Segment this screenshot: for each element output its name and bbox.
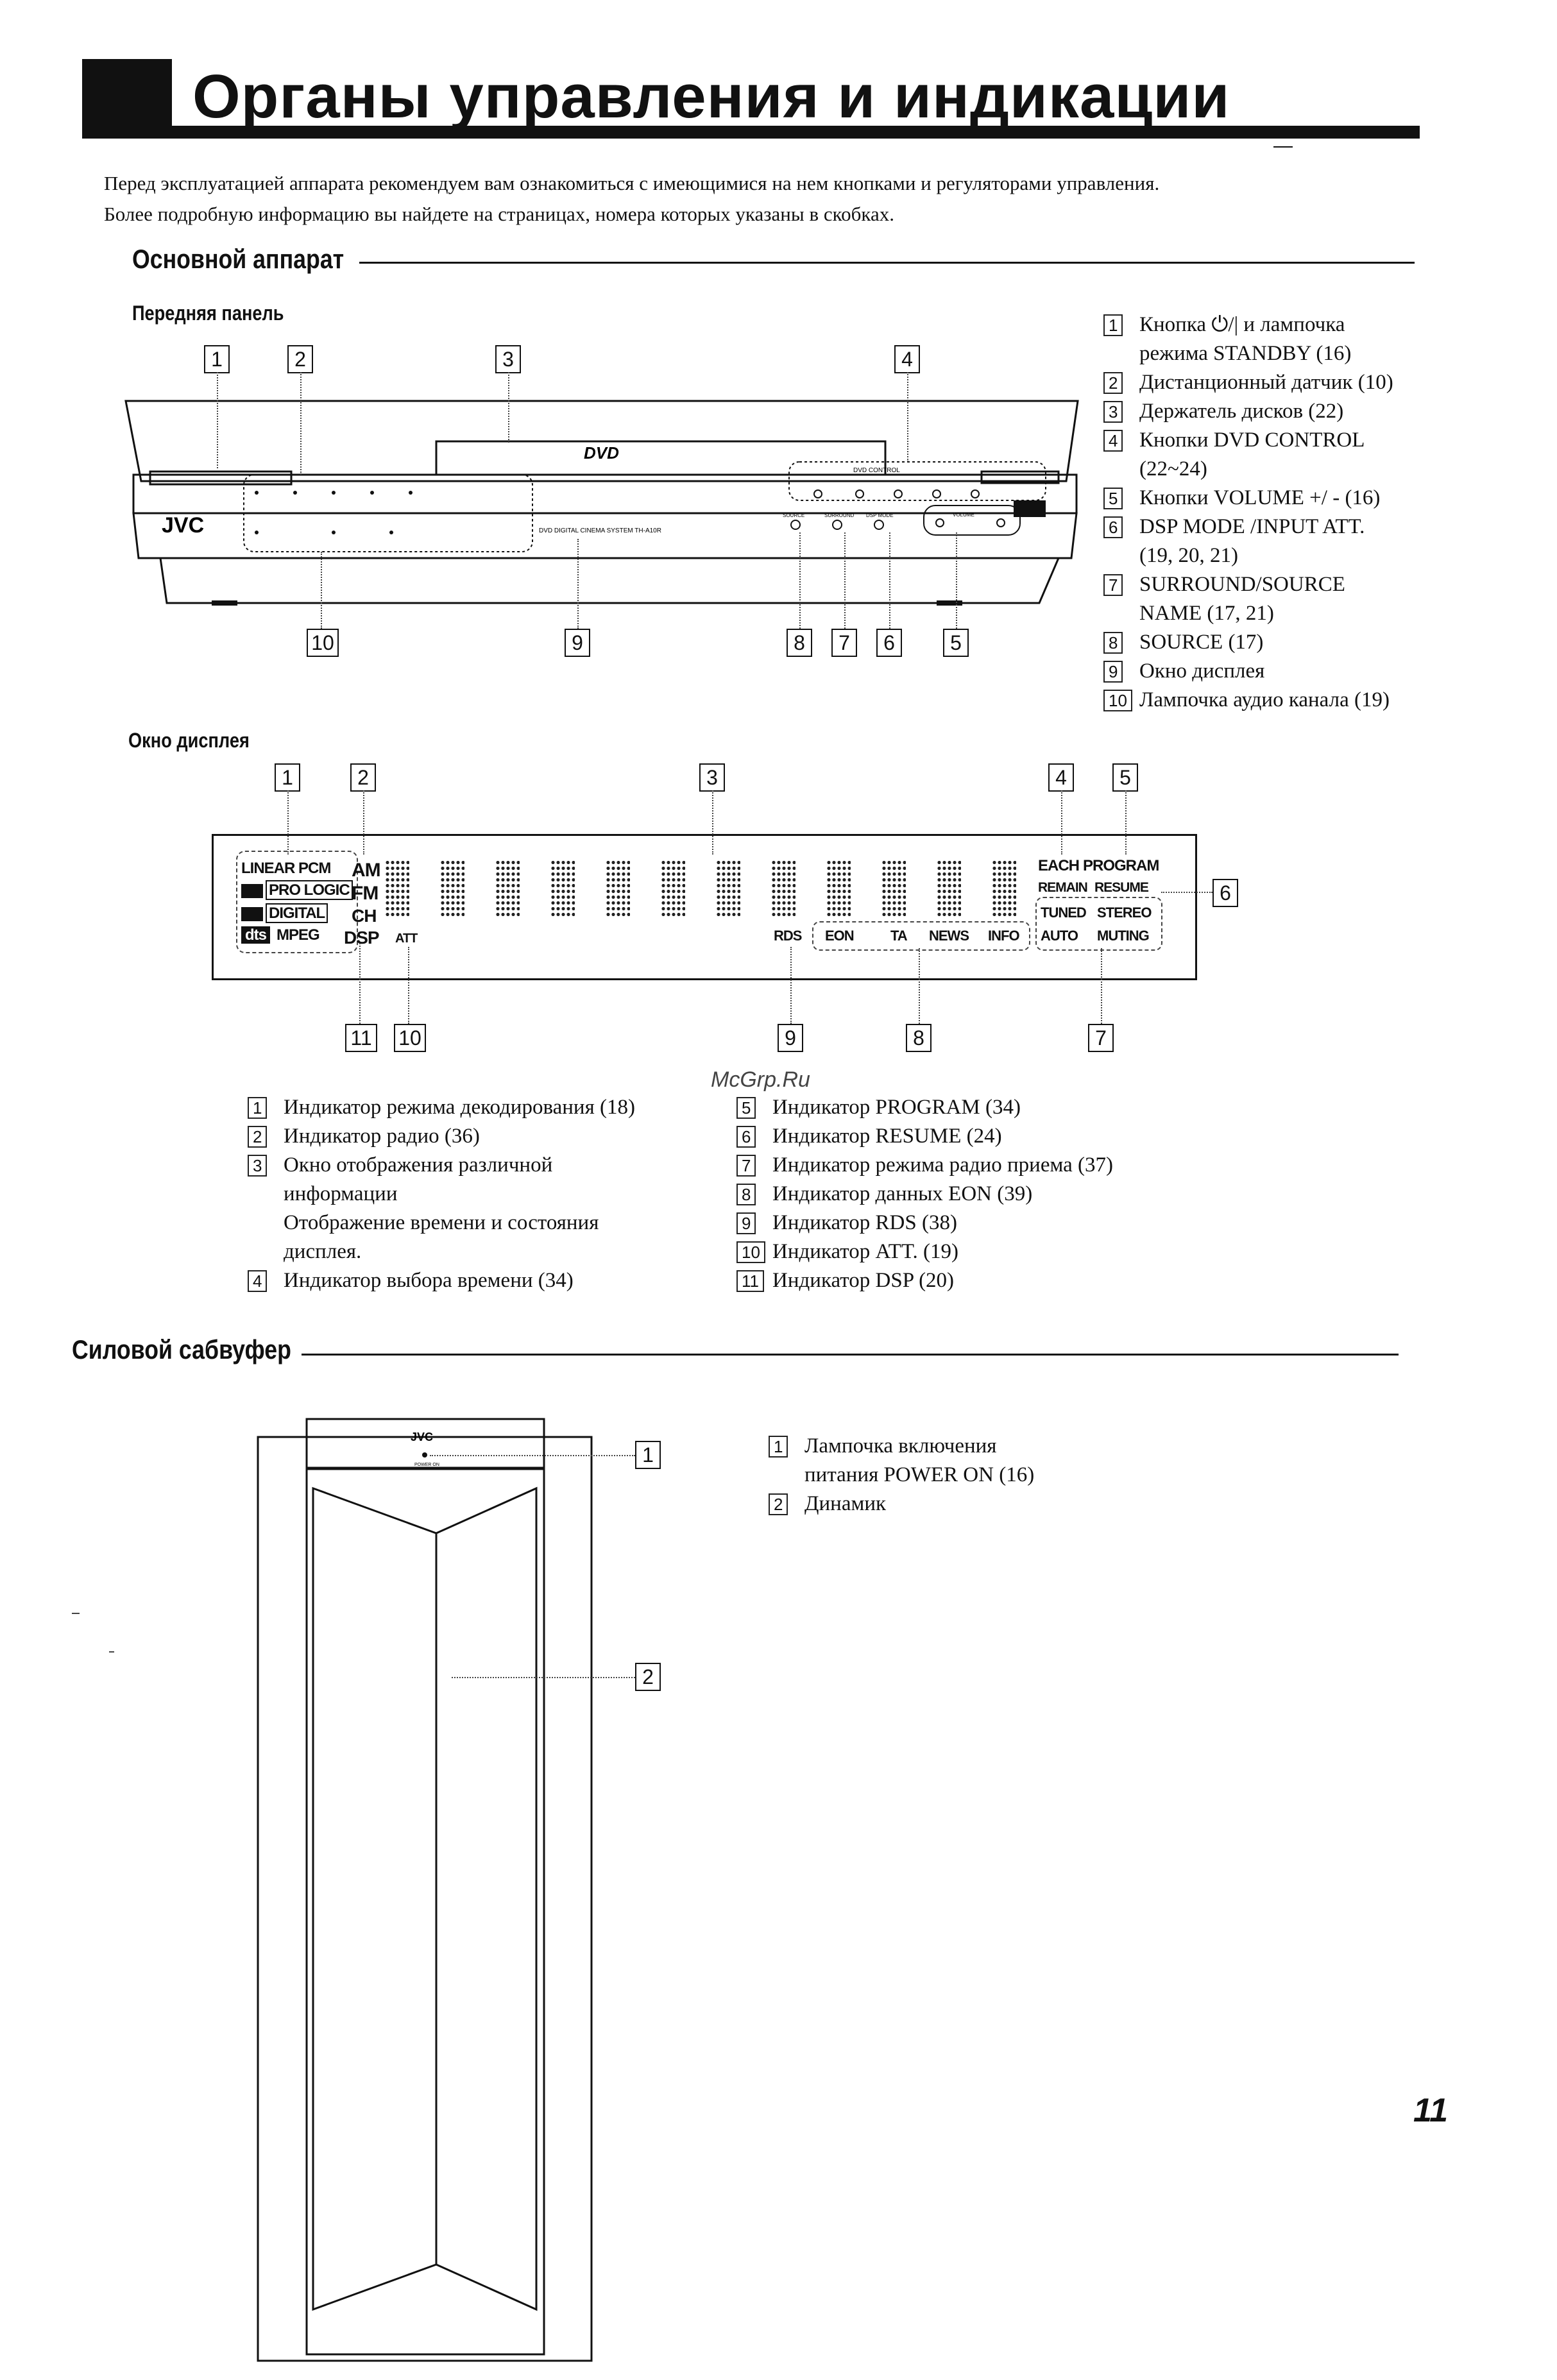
pro-logic-text: PRO LOGIC	[266, 880, 353, 900]
legend-text: DSP MODE /INPUT ATT.	[1139, 515, 1365, 538]
legend-item	[248, 1093, 635, 1122]
legend-item	[736, 1180, 1113, 1209]
display-leader-3	[712, 790, 713, 854]
legend-number: 4	[248, 1270, 267, 1292]
legend-text: Индикатор RDS (38)	[772, 1211, 957, 1234]
subwoofer-heading: Силовой сабвуфер	[72, 1334, 291, 1364]
legend-number: 5	[736, 1097, 756, 1119]
mpeg-text: MPEG	[277, 926, 319, 944]
legend-item	[1103, 599, 1393, 628]
intro-paragraph	[104, 168, 1159, 230]
display-callout-11: 11	[345, 1024, 377, 1052]
rds-indicator: RDS	[774, 928, 802, 944]
subwoofer-callout-2: 2	[635, 1663, 661, 1691]
display-callout-7: 7	[1088, 1024, 1114, 1052]
leader-6	[889, 532, 890, 629]
legend-text: (22~24)	[1139, 457, 1207, 480]
legend-number: 2	[769, 1493, 788, 1515]
front-brand-logo: JVC	[162, 513, 205, 538]
legend-text: Индикатор режима радио приема (37)	[772, 1153, 1114, 1177]
panel-lower-face	[133, 513, 1076, 558]
display-callout-3: 3	[699, 763, 725, 792]
legend-text: Держатель дисков (22)	[1139, 400, 1344, 423]
subwoofer-cabinet	[258, 1437, 591, 2361]
program-indicator: PROGRAM	[1083, 857, 1159, 874]
segment-digit	[550, 860, 575, 916]
dvd-logo: DVD	[584, 443, 619, 463]
front-callout-7: 7	[831, 629, 857, 657]
legend-text: Окно отображения различной	[284, 1153, 553, 1177]
volume-button-group	[924, 506, 1020, 535]
legend-text: Кнопка ⏻/| и лампочка	[1139, 313, 1345, 336]
intro-line-1: Перед эксплуатацией аппарата рекомендуем вам ознакомиться с имеющимися на нем кнопками и регуляторами управления.	[104, 172, 1160, 194]
subwoofer-leader-2	[452, 1677, 635, 1678]
legend-item	[1103, 368, 1393, 397]
legend-item	[248, 1266, 635, 1295]
legend-text: Динамик	[804, 1492, 887, 1515]
leader-1	[217, 372, 218, 468]
leader-5	[956, 532, 957, 629]
front-callout-4: 4	[894, 345, 920, 373]
dsp-indicator: DSP	[344, 928, 379, 948]
subwoofer-power-label: POWER ON	[414, 1463, 439, 1467]
legend-item	[1103, 455, 1393, 484]
display-leader-2	[363, 790, 364, 854]
legend-number: 1	[769, 1436, 788, 1458]
legend-number: 3	[248, 1155, 267, 1177]
front-callout-2: 2	[287, 345, 313, 373]
subwoofer-drawing	[257, 1418, 616, 2380]
legend-number: 8	[1103, 632, 1123, 654]
eon-indicator: EON	[825, 928, 854, 944]
legend-item	[1103, 628, 1393, 657]
front-panel-heading: Передняя панель	[132, 302, 284, 325]
page-title: Органы управления и индикации	[192, 62, 1230, 131]
display-leader-4	[1061, 790, 1062, 854]
legend-item	[248, 1237, 635, 1266]
legend-item	[736, 1093, 1113, 1122]
legend-text: Кнопки VOLUME +/ - (16)	[1139, 486, 1381, 509]
linear-pcm-indicator: LINEAR PCM	[241, 860, 331, 877]
dts-logo: dts	[241, 926, 270, 944]
legend-item	[1103, 484, 1393, 513]
leader-9	[577, 539, 579, 629]
panel-base	[139, 558, 1071, 603]
display-leader-9	[790, 947, 792, 1024]
legend-number: 11	[736, 1270, 764, 1292]
subwoofer-brand-logo: JVC	[411, 1431, 434, 1443]
leader-7	[844, 532, 846, 629]
front-callout-1: 1	[204, 345, 230, 373]
display-leader-6	[1161, 892, 1212, 893]
display-callout-8: 8	[906, 1024, 932, 1052]
legend-item	[736, 1237, 1113, 1266]
legend-number: 3	[1103, 401, 1123, 423]
pro-logic-indicator	[241, 881, 353, 899]
front-callout-9: 9	[565, 629, 590, 657]
leader-10	[321, 552, 322, 629]
legend-item	[1103, 513, 1393, 541]
leader-2	[300, 372, 302, 475]
segment-digit	[826, 860, 851, 916]
legend-item	[248, 1209, 635, 1237]
front-callout-3: 3	[495, 345, 521, 373]
legend-item	[736, 1209, 1113, 1237]
segment-digit	[716, 860, 740, 916]
legend-item	[1103, 686, 1393, 715]
front-callout-10: 10	[307, 629, 339, 657]
legend-item	[769, 1461, 1034, 1490]
legend-item	[769, 1432, 1034, 1461]
intro-line-2: Более подробную информацию вы найдете на страницах, номера которых указаны в скобках.	[104, 203, 894, 225]
leader-8	[799, 532, 801, 629]
front-callout-5: 5	[943, 629, 969, 657]
front-callout-6: 6	[876, 629, 902, 657]
digital-indicator	[241, 905, 328, 922]
subwoofer-top-panel	[307, 1419, 544, 1468]
legend-item	[1103, 570, 1393, 599]
legend-text: Индикатор RESUME (24)	[772, 1125, 1002, 1148]
legend-item	[248, 1180, 635, 1209]
subwoofer-front-inner	[307, 1469, 544, 2354]
legend-text: Индикатор ATT. (19)	[772, 1240, 959, 1263]
legend-text: Индикатор выбора времени (34)	[284, 1269, 574, 1292]
segment-digit	[992, 860, 1016, 916]
main-unit-rule	[359, 262, 1415, 264]
legend-text: Индикатор радио (36)	[284, 1125, 480, 1148]
legend-text: Индикатор DSP (20)	[772, 1269, 955, 1292]
subwoofer-rule	[302, 1354, 1399, 1356]
segment-digit	[606, 860, 630, 916]
legend-number: 1	[248, 1097, 267, 1119]
legend-item	[1103, 397, 1393, 426]
display-callout-5: 5	[1112, 763, 1138, 792]
segment-digit	[440, 860, 464, 916]
legend-text: режима STANDBY (16)	[1139, 342, 1352, 365]
display-leader-7	[1101, 948, 1102, 1024]
front-panel-legend	[1103, 310, 1393, 715]
legend-number: 1	[1103, 314, 1123, 336]
legend-text: Окно дисплея	[1139, 659, 1265, 683]
ch-indicator: CH	[352, 906, 377, 926]
resume-indicator: RESUME	[1094, 880, 1148, 895]
stereo-indicator: STEREO	[1097, 905, 1152, 921]
legend-item	[736, 1122, 1113, 1151]
title-dash	[1273, 146, 1293, 148]
model-text: DVD DIGITAL CINEMA SYSTEM TH-A10R	[539, 527, 661, 534]
legend-item	[248, 1122, 635, 1151]
display-leader-1	[287, 790, 289, 854]
legend-text: питания POWER ON (16)	[804, 1463, 1035, 1486]
legend-number: 7	[1103, 574, 1123, 596]
subwoofer-leader-1	[430, 1455, 635, 1456]
legend-item	[736, 1151, 1113, 1180]
display-leader-5	[1125, 790, 1127, 854]
legend-number: 7	[736, 1155, 756, 1177]
info-indicator: INFO	[988, 928, 1019, 944]
segment-digit	[385, 860, 409, 916]
ta-indicator: TA	[890, 928, 907, 944]
display-leader-8	[919, 948, 920, 1024]
display-callout-2: 2	[350, 763, 376, 792]
legend-number: 6	[1103, 516, 1123, 538]
display-callout-6: 6	[1212, 879, 1238, 907]
segment-digit	[771, 860, 796, 916]
subwoofer-legend	[769, 1432, 1034, 1518]
legend-text: дисплея.	[284, 1240, 362, 1263]
am-indicator: AM	[352, 860, 380, 881]
segment-digit	[661, 860, 685, 916]
page-number: 11	[1413, 2092, 1448, 2129]
dts-mpeg-indicator	[241, 926, 319, 944]
auto-indicator: AUTO	[1041, 928, 1078, 944]
watermark: McGrp.Ru	[711, 1067, 810, 1092]
remain-indicator: REMAIN	[1038, 880, 1087, 895]
legend-number: 10	[736, 1241, 765, 1263]
legend-item	[1103, 541, 1393, 570]
legend-item	[1103, 310, 1393, 339]
subwoofer-callout-1: 1	[635, 1441, 661, 1469]
legend-number: 6	[736, 1126, 756, 1148]
legend-text: информации	[284, 1182, 398, 1205]
legend-item	[1103, 426, 1393, 455]
margin-mark	[72, 1613, 80, 1614]
fm-indicator: FM	[352, 883, 379, 904]
muting-indicator: MUTING	[1097, 928, 1149, 944]
legend-number: 8	[736, 1184, 756, 1205]
source-label: SOURCE	[783, 513, 805, 518]
legend-number: 4	[1103, 430, 1123, 452]
speaker-grille	[313, 1488, 536, 2309]
dvd-control-label: DVD CONTROL	[853, 467, 900, 474]
legend-item	[736, 1266, 1113, 1295]
news-indicator: NEWS	[929, 928, 969, 944]
legend-text: Индикатор режима декодирования (18)	[284, 1096, 635, 1119]
legend-item	[248, 1151, 635, 1180]
legend-number: 9	[1103, 661, 1123, 683]
tuned-indicator: TUNED	[1041, 905, 1086, 921]
display-legend-right	[736, 1093, 1113, 1295]
display-callout-9: 9	[778, 1024, 803, 1052]
legend-text: (19, 20, 21)	[1139, 544, 1238, 567]
display-legend-left	[248, 1093, 635, 1295]
main-unit-heading: Основной аппарат	[132, 244, 345, 274]
legend-text: Кнопки DVD CONTROL	[1139, 429, 1365, 452]
legend-text: Лампочка включения	[804, 1434, 997, 1458]
legend-number: 5	[1103, 488, 1123, 509]
legend-text: Лампочка аудио канала (19)	[1139, 688, 1390, 711]
display-leader-10	[408, 947, 409, 1024]
legend-item	[1103, 657, 1393, 686]
legend-item	[1103, 339, 1393, 368]
digital-text: DIGITAL	[266, 903, 328, 923]
leader-4	[907, 372, 908, 462]
front-callout-8: 8	[787, 629, 812, 657]
disc-tray	[436, 441, 885, 475]
display-leader-11	[359, 943, 361, 1024]
legend-text: Индикатор данных EON (39)	[772, 1182, 1033, 1205]
legend-text: SURROUND/SOURCE	[1139, 573, 1345, 596]
legend-text: Дистанционный датчик (10)	[1139, 371, 1393, 394]
legend-number: 9	[736, 1212, 756, 1234]
legend-text: Индикатор PROGRAM (34)	[772, 1096, 1021, 1119]
surround-label: SURROUND	[824, 513, 855, 518]
legend-number: 2	[1103, 372, 1123, 394]
segment-digit	[881, 860, 906, 916]
each-indicator: EACH	[1038, 857, 1080, 874]
att-indicator: ATT	[395, 931, 418, 946]
display-callout-4: 4	[1048, 763, 1074, 792]
legend-text: SOURCE (17)	[1139, 631, 1264, 654]
legend-item	[769, 1490, 1034, 1518]
legend-number: 10	[1103, 690, 1132, 711]
legend-text: Отображение времени и состояния	[284, 1211, 599, 1234]
standby-display-strip	[150, 472, 291, 484]
legend-text: NAME (17, 21)	[1139, 602, 1274, 625]
display-window-heading: Окно дисплея	[128, 729, 250, 752]
segment-digit	[495, 860, 520, 916]
legend-number: 2	[248, 1126, 267, 1148]
margin-mark	[109, 1651, 114, 1653]
segment-digit	[937, 860, 961, 916]
dsp-mode-label: DSP MODE	[866, 513, 894, 518]
volume-label: VOLUME	[953, 512, 974, 518]
display-callout-1: 1	[275, 763, 300, 792]
display-callout-10: 10	[394, 1024, 426, 1052]
leader-3	[508, 372, 509, 443]
